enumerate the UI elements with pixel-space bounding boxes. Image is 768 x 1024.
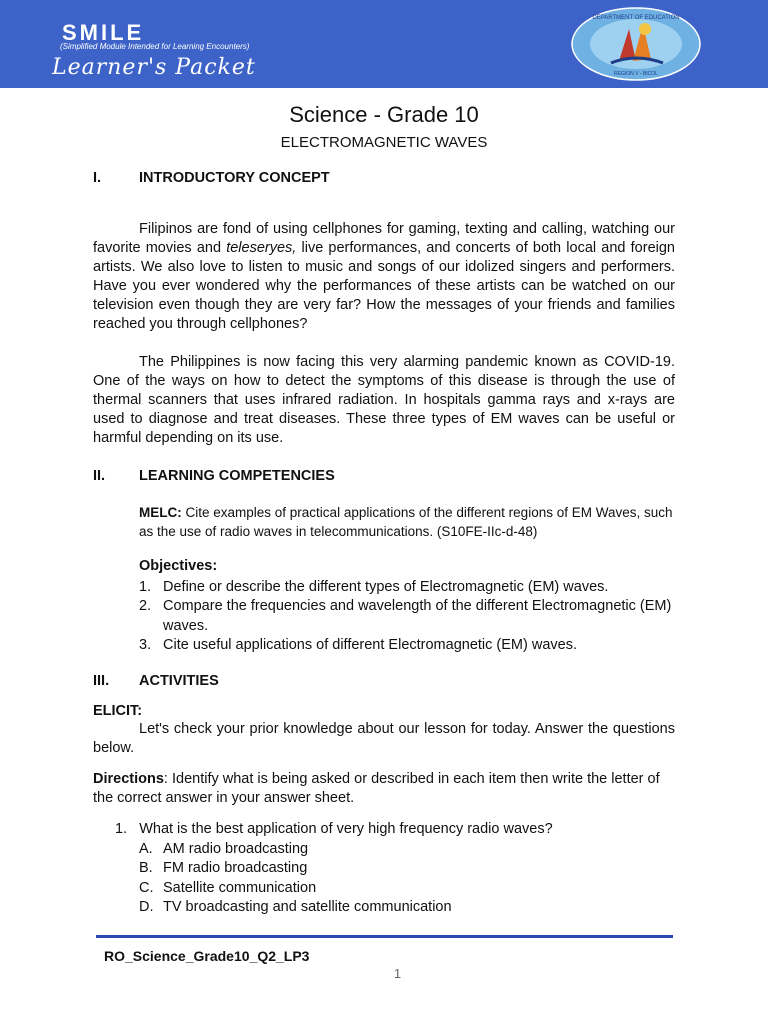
packet-title: Learner's Packet (52, 55, 256, 80)
objectives-list (139, 578, 675, 655)
seal-region: REGION V - BICOL (614, 71, 658, 77)
answer-option: C. Satellite communication (139, 879, 317, 896)
objective-item: 3. Cite useful applications of different Electromagnetic (EM) waves. (139, 636, 577, 653)
page-number: 1 (393, 966, 402, 981)
objective-item: 1. Define or describe the different types of Electromagnetic (EM) waves. (139, 579, 609, 595)
section-heading-competencies (93, 468, 335, 484)
answer-options (139, 840, 452, 917)
section-label: LEARNING COMPETENCIES (139, 468, 335, 484)
seal-text: DEPARTMENT OF EDUCATION (592, 15, 680, 21)
section-label: INTRODUCTORY CONCEPT (139, 170, 330, 186)
elicit-label: ELICIT: (93, 703, 143, 719)
brand-title: SMILE (62, 20, 145, 45)
melc-text: MELC: Cite examples of practical applications of the different regions of EM Waves, such as the use of radio waves in telecommunications. (S10FE-IIc-d-48) (139, 505, 673, 539)
section-number: II. (93, 468, 106, 484)
page-title: Science - Grade 10 (289, 102, 479, 127)
answer-option: D. TV broadcasting and satellite communication (139, 898, 452, 915)
intro-paragraph-2: The Philippines is now facing this very alarming pandemic known as COVID-19. One of the ways on how to detect the symptoms of this disease is through the use of thermal scanners that uses infrared radiation. In hospitals gamma rays and x-rays are used to diagnose and treat diseases. These three types of EM waves can be useful or harmful depending on its use. (93, 354, 675, 446)
section-number: I. (93, 170, 102, 186)
objective-item: 2. Compare the frequencies and wavelength of the different Electromagnetic (EM) waves. (139, 598, 672, 634)
footer-divider (96, 935, 673, 938)
answer-option: A. AM radio broadcasting (139, 841, 309, 857)
section-label: ACTIVITIES (139, 673, 219, 689)
brand-subtitle: (Simplified Module Intended for Learning Encounters) (60, 42, 250, 51)
section-heading-activities (93, 673, 219, 689)
page-subtitle: ELECTROMAGNETIC WAVES (280, 134, 488, 151)
melc-label: MELC: (139, 505, 182, 520)
answer-option: B. FM radio broadcasting (139, 860, 308, 877)
objectives-title: Objectives: (139, 558, 218, 574)
question-1: 1. What is the best application of very high frequency radio waves? (115, 821, 553, 837)
section-number: III. (93, 673, 110, 689)
deped-seal-logo (571, 7, 701, 81)
directions-label: Directions (93, 771, 164, 787)
header-banner (0, 0, 768, 88)
intro-paragraph-1: Filipinos are fond of using cellphones for gaming, texting and calling, watching our favorite movies and teleseryes, live performances, and concerts of both local and foreign artists. We also love to listen to music and songs of our idolized singers and performers. Have you ever wondered why the performances of these artists can be watched on our television even though they are very far? How the messages of your friends and families reached you through cellphones? (93, 221, 675, 332)
directions: Directions: Identify what is being asked or described in each item then write the letter of the correct answer in your answer sheet. (93, 771, 660, 806)
footer-code: RO_Science_Grade10_Q2_LP3 (104, 948, 310, 964)
section-heading-introductory (93, 170, 330, 186)
elicit-text: Let's check your prior knowledge about our lesson for today. Answer the questions below. (93, 721, 675, 756)
